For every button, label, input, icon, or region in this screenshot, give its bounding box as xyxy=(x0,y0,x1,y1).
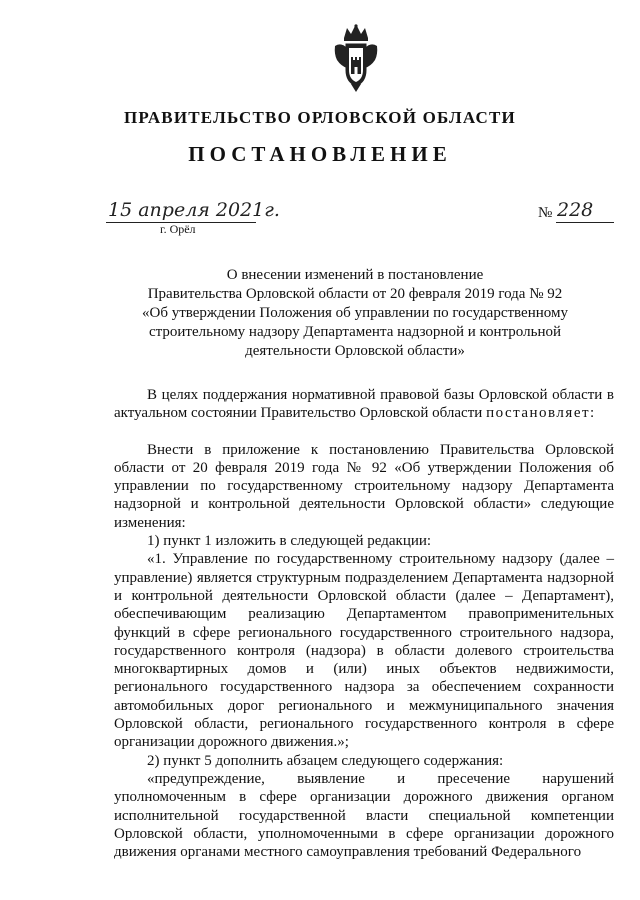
coat-of-arms-icon xyxy=(333,22,379,94)
item-2: 2) пункт 5 дополнить абзацем следующего содержания: xyxy=(147,752,504,769)
organization-title: ПРАВИТЕЛЬСТВО ОРЛОВСКОЙ ОБЛАСТИ xyxy=(124,108,516,127)
subject-line: Правительства Орловской области от 20 февраля 2019 года № 92 xyxy=(147,286,563,302)
subject-line: О внесении изменений в постановление xyxy=(226,267,484,283)
document-body xyxy=(114,386,614,861)
preamble-text: В целях поддержания нормативной правовой базы Орловской области в актуальном состоянии Правительство Орловской области xyxy=(114,387,614,422)
document-subject xyxy=(120,266,590,361)
subject-line: деятельности Орловской области» xyxy=(245,343,465,359)
number-handwritten: 228 xyxy=(557,199,594,221)
subject-line: «Об утверждении Положения об управлении по государственному xyxy=(142,305,568,321)
preamble-resolve: постановляет: xyxy=(486,405,596,422)
item-2-text: «предупреждение, выявление и пресечение нарушений уполномоченным в сфере организации дорожного движения органом исполнительной государственной власти специальной компетенции Орловской области, уполномоченными в сфере организации дорожного движения органами местного самоуправления требований Федерального xyxy=(114,770,614,861)
preamble xyxy=(114,386,614,423)
date-handwritten: 15 апреля 2021г. xyxy=(108,199,280,221)
item-1: 1) пункт 1 изложить в следующей редакции: xyxy=(147,533,432,550)
number-label: № xyxy=(538,205,553,221)
intro-paragraph: Внести в приложение к постановлению Правительства Орловской области от 20 февраля 2019 года № 92 «Об утверждении Положения об управлении по государственному строительному надзору Департамента надзорной и контрольной деятельности Орловской области» следующие изменения: xyxy=(114,441,614,531)
number-underline xyxy=(556,222,614,223)
city: г. Орёл xyxy=(160,222,196,236)
document-type: ПОСТАНОВЛЕНИЕ xyxy=(188,142,452,166)
subject-line: строительному надзору Департамента надзорной и контрольной xyxy=(148,324,561,340)
item-1-text: «1. Управление по государственному строительному надзору (далее – управление) является структурным подразделением Департамента надзорной и контрольной деятельности Орловской области (далее – Департамент), обеспечивающим реализацию Департаментом правоприменительных функций в сфере регионального государственного строительного надзора, государственного контроля (надзора) в области долевого строительства многоквартирных домов и (или) иных объектов недвижимости, регионального государственного надзора за обеспечением сохранности автомобильных дорог регионального и межмуниципального значения Орловской области, регионального государственного контроля в сфере организации дорожного движения.»; xyxy=(114,551,614,751)
